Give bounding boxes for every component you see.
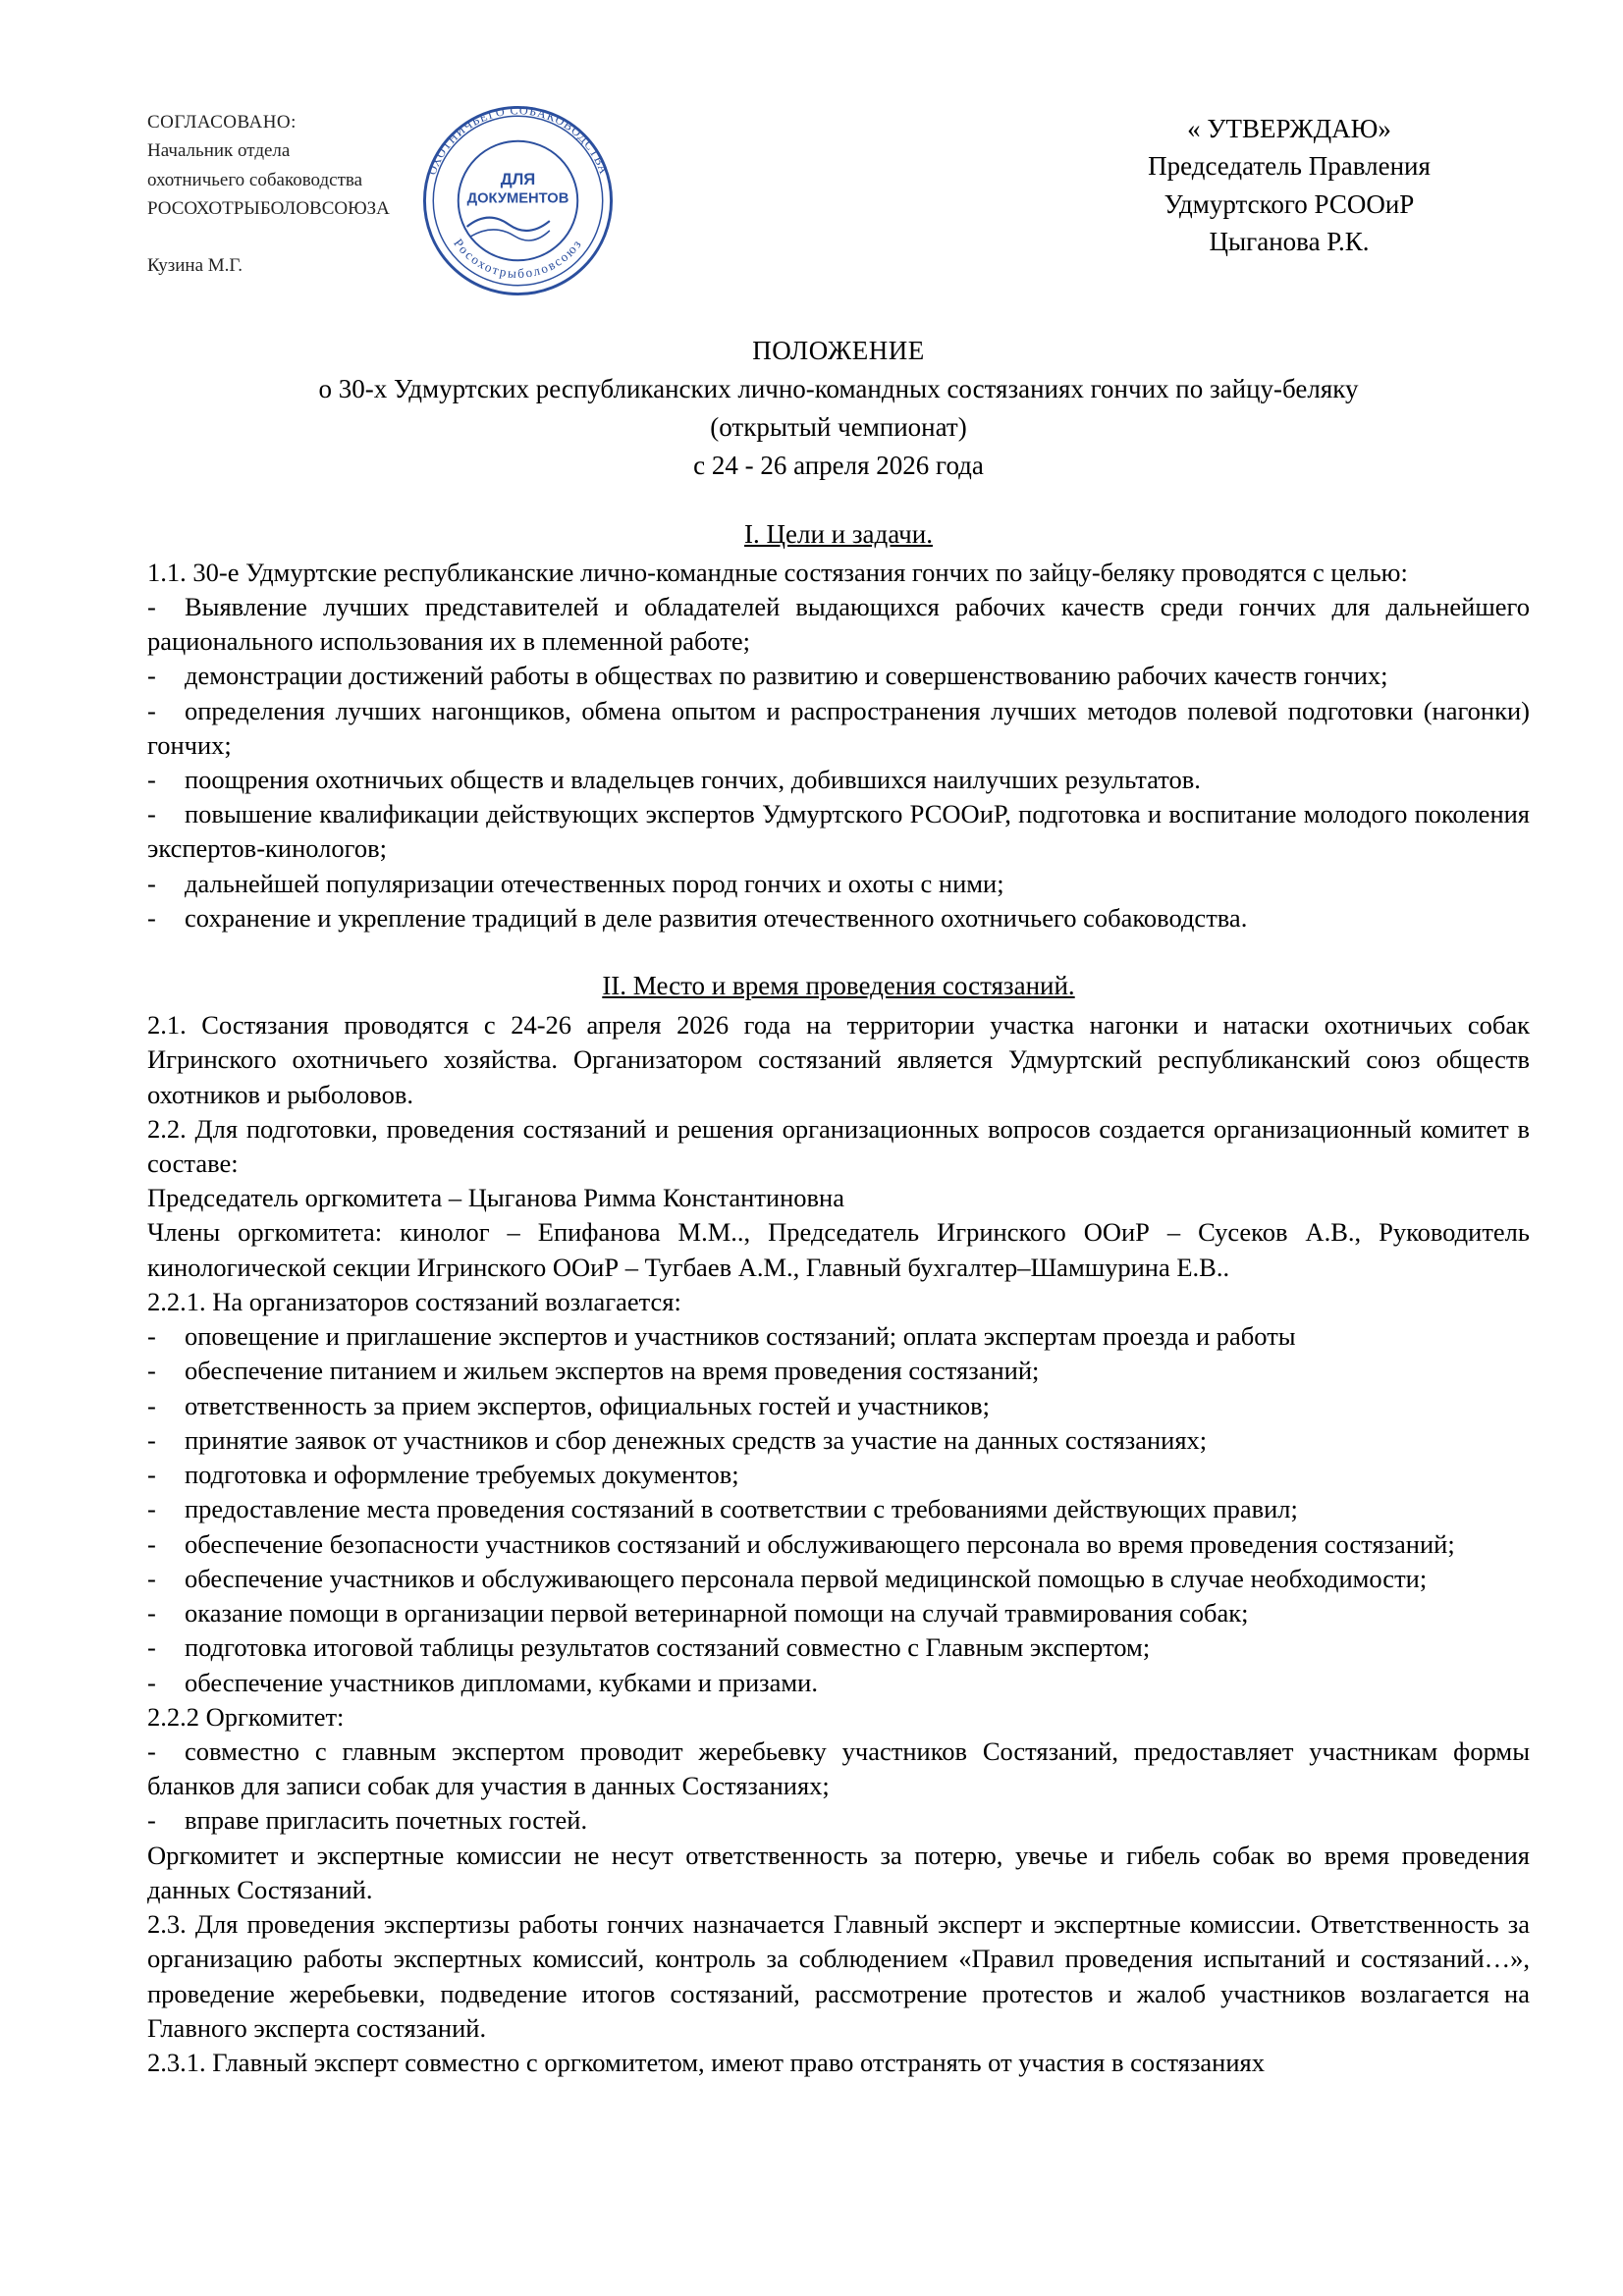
section-heading-2	[147, 969, 1530, 1004]
list-item	[147, 867, 1530, 901]
approve-line-4: Цыганова Р.К.	[1209, 226, 1370, 256]
approve-line-1: « УТВЕРЖДАЮ»	[1187, 114, 1391, 143]
soglasovano-line-1: Начальник отдела	[147, 140, 291, 162]
list-item	[147, 1527, 1530, 1562]
approval-right-block	[1058, 110, 1520, 260]
dash-bullet: -	[147, 1805, 156, 1836]
list-item	[147, 1389, 1530, 1423]
list-item	[147, 1423, 1530, 1458]
list-item-text: обеспечение участников и обслуживающего персонала первой медицинской помощью в случае необходимости;	[185, 1563, 1428, 1593]
soglasovano-line-3: РОСОХОТРЫБОЛОВСОЮЗА	[147, 198, 390, 220]
dash-bullet: -	[147, 1356, 156, 1386]
dash-bullet: -	[147, 1321, 156, 1352]
dash-bullet: -	[147, 799, 156, 829]
list-item	[147, 797, 1530, 866]
list-item	[147, 1562, 1530, 1596]
list-item	[147, 659, 1530, 693]
paragraph-2-2: 2.2. Для подготовки, проведения состязаний и решения организационных вопросов создается организационный комитет в составе:	[147, 1113, 1530, 1178]
paragraph-2-2-1: 2.2.1. На организаторов состязаний возлагается:	[147, 1286, 681, 1316]
approval-left-block	[147, 108, 658, 280]
approve-line-3: Удмуртского РСООиР	[1163, 188, 1415, 219]
list-item	[147, 1458, 1530, 1492]
list-item-text: обеспечение безопасности участников состязаний и обслуживающего персонала во время проведения состязаний;	[185, 1528, 1455, 1559]
paragraph-2-2-2: 2.2.2 Оргкомитет:	[147, 1701, 345, 1732]
list-item-text: совместно с главным экспертом проводит жеребьевку участников Состязаний, предоставляет участникам формы бланков для записи собак для участия в данных Состязаниях;	[147, 1735, 1530, 1801]
dash-bullet: -	[147, 591, 156, 621]
list-item-text: демонстрации достижений работы в обществах по развитию и совершенствованию рабочих качеств гончих;	[185, 661, 1388, 691]
list-item	[147, 1596, 1530, 1630]
paragraph-2-3-1: 2.3.1. Главный эксперт совместно с оргкомитетом, имеют право отстранять от участия в состязаниях	[147, 2048, 1265, 2078]
dash-bullet: -	[147, 868, 156, 898]
document-subtitle: о 30-х Удмуртских республиканских лично-командных состязаниях гончих по зайцу-беляку	[318, 374, 1359, 404]
liability-note: Оргкомитет и экспертные комиссии не несут ответственность за потерю, увечье и гибель собак во время проведения данных Состязаний.	[147, 1840, 1530, 1904]
soglasovano-line-2: охотничьего собаководства	[147, 169, 363, 190]
list-item	[147, 1492, 1530, 1526]
list-item	[147, 694, 1530, 763]
list-item-text: дальнейшей популяризации отечественных пород гончих и охоты с ними;	[185, 868, 1004, 898]
list-item	[147, 901, 1530, 935]
list-item	[147, 1319, 1530, 1354]
svg-text:Росохотрыболовсоюз: Росохотрыболовсоюз	[451, 236, 585, 282]
document-title: ПОЛОЖЕНИЕ	[752, 336, 925, 365]
dash-bullet: -	[147, 1528, 156, 1559]
dash-bullet: -	[147, 1632, 156, 1663]
dash-bullet: -	[147, 1460, 156, 1490]
document-subtitle-2: (открытый чемпионат)	[710, 412, 967, 443]
list-item-text: предоставление места проведения состязаний в соответствии с требованиями действующих правил;	[185, 1494, 1298, 1524]
dash-bullet: -	[147, 695, 156, 725]
list-item	[147, 1630, 1530, 1665]
paragraph-2-1: 2.1. Состязания проводятся с 24-26 апреля 2026 года на территории участка нагонки и натаски охотничьих собак Игринского охотничьего хозяйства. Организатором состязаний является Удмуртский республиканский союз обществ охотников и рыболовов.	[147, 1010, 1530, 1109]
dash-bullet: -	[147, 1424, 156, 1455]
list-item-text: ответственность за прием экспертов, официальных гостей и участников;	[185, 1390, 991, 1420]
document-dates: с 24 - 26 апреля 2026 года	[693, 451, 984, 481]
list-item-text: поощрения охотничьих обществ и владельцев гончих, добившихся наилучших результатов.	[185, 764, 1201, 794]
dash-bullet: -	[147, 902, 156, 933]
svg-text:ОХОТНИЧЬЕГО СОБАКОВОДСТВА: ОХОТНИЧЬЕГО СОБАКОВОДСТВА	[424, 103, 612, 177]
svg-text:ДОКУМЕНТОВ: ДОКУМЕНТОВ	[466, 190, 569, 207]
dash-bullet: -	[147, 1563, 156, 1593]
list-item-text: принятие заявок от участников и сбор денежных средств за участие на данных состязаниях;	[185, 1424, 1208, 1455]
paragraph-2-3: 2.3. Для проведения экспертизы работы гончих назначается Главный эксперт и экспертные комиссии. Ответственность за организацию работы экспертных комиссий, контроль за соблюдением «Правил проведения испытаний и состязаний…», проведение жеребьевки, подведение итогов состязаний, рассмотрение протестов и жалоб участников возлагается на Главного эксперта состязаний.	[147, 1909, 1530, 2043]
list-item	[147, 1354, 1530, 1388]
document-title-block	[147, 332, 1530, 486]
orgcommittee-members: Члены оргкомитета: кинолог – Епифанова М.М.., Председатель Игринского ООиР – Сусеков А.В., Руководитель кинологической секции Игринского ООиР – Тугбаев А.М., Главный бухгалтер–Шамшурина Е.В..	[147, 1217, 1530, 1282]
list-item-text: сохранение и укрепление традиций в деле развития отечественного охотничьего собаководства.	[185, 902, 1248, 933]
approve-line-2: Председатель Правления	[1148, 151, 1431, 182]
dash-bullet: -	[147, 1735, 156, 1766]
list-item	[147, 1735, 1530, 1803]
paragraph-1-1: 1.1. 30-е Удмуртские республиканские лично-командные состязания гончих по зайцу-беляку проводятся с целью:	[147, 557, 1408, 587]
list-item	[147, 1666, 1530, 1700]
orgcommittee-chair: Председатель оргкомитета – Цыганова Римма Константиновна	[147, 1183, 844, 1213]
list-item-text: Выявление лучших представителей и обладателей выдающихся рабочих качеств среди гончих для дальнейшего рационального использования их в племенной работе;	[147, 591, 1530, 657]
svg-text:ДЛЯ: ДЛЯ	[500, 169, 536, 188]
document-body	[147, 556, 1530, 2081]
list-item-text: обеспечение питанием и жильем экспертов на время проведения состязаний;	[185, 1356, 1040, 1386]
document-header	[147, 69, 1530, 314]
list-item-text: оповещение и приглашение экспертов и участников состязаний; оплата экспертам проезда и работы	[185, 1321, 1296, 1352]
section-heading-1	[147, 519, 1530, 550]
section-heading-1-text: I. Цели и задачи.	[744, 518, 933, 549]
section-heading-2-text: II. Место и время проведения состязаний.	[602, 971, 1075, 1001]
list-item-text: подготовка и оформление требуемых документов;	[185, 1460, 739, 1490]
list-item-text: обеспечение участников дипломами, кубками и призами.	[185, 1667, 818, 1697]
list-item-text: определения лучших нагонщиков, обмена опытом и распространения лучших методов полевой подготовки (нагонки) гончих;	[147, 695, 1530, 760]
list-item	[147, 763, 1530, 797]
list-item-text: оказание помощи в организации первой ветеринарной помощи на случай травмирования собак;	[185, 1598, 1249, 1629]
dash-bullet: -	[147, 1390, 156, 1420]
dash-bullet: -	[147, 764, 156, 794]
soglasovano-signer-name: Кузина М.Г.	[147, 254, 243, 276]
dash-bullet: -	[147, 1667, 156, 1697]
list-item-text: подготовка итоговой таблицы результатов состязаний совместно с Главным экспертом;	[185, 1632, 1151, 1663]
list-item-text: повышение квалификации действующих экспертов Удмуртского РСООиР, подготовка и воспитание молодого поколения экспертов-кинологов;	[147, 799, 1530, 864]
dash-bullet: -	[147, 1494, 156, 1524]
dash-bullet: -	[147, 661, 156, 691]
list-item-text: вправе пригласить почетных гостей.	[185, 1805, 588, 1836]
list-item	[147, 590, 1530, 659]
list-item	[147, 1803, 1530, 1838]
soglasovano-title: СОГЛАСОВАНО:	[147, 112, 297, 133]
dash-bullet: -	[147, 1598, 156, 1629]
